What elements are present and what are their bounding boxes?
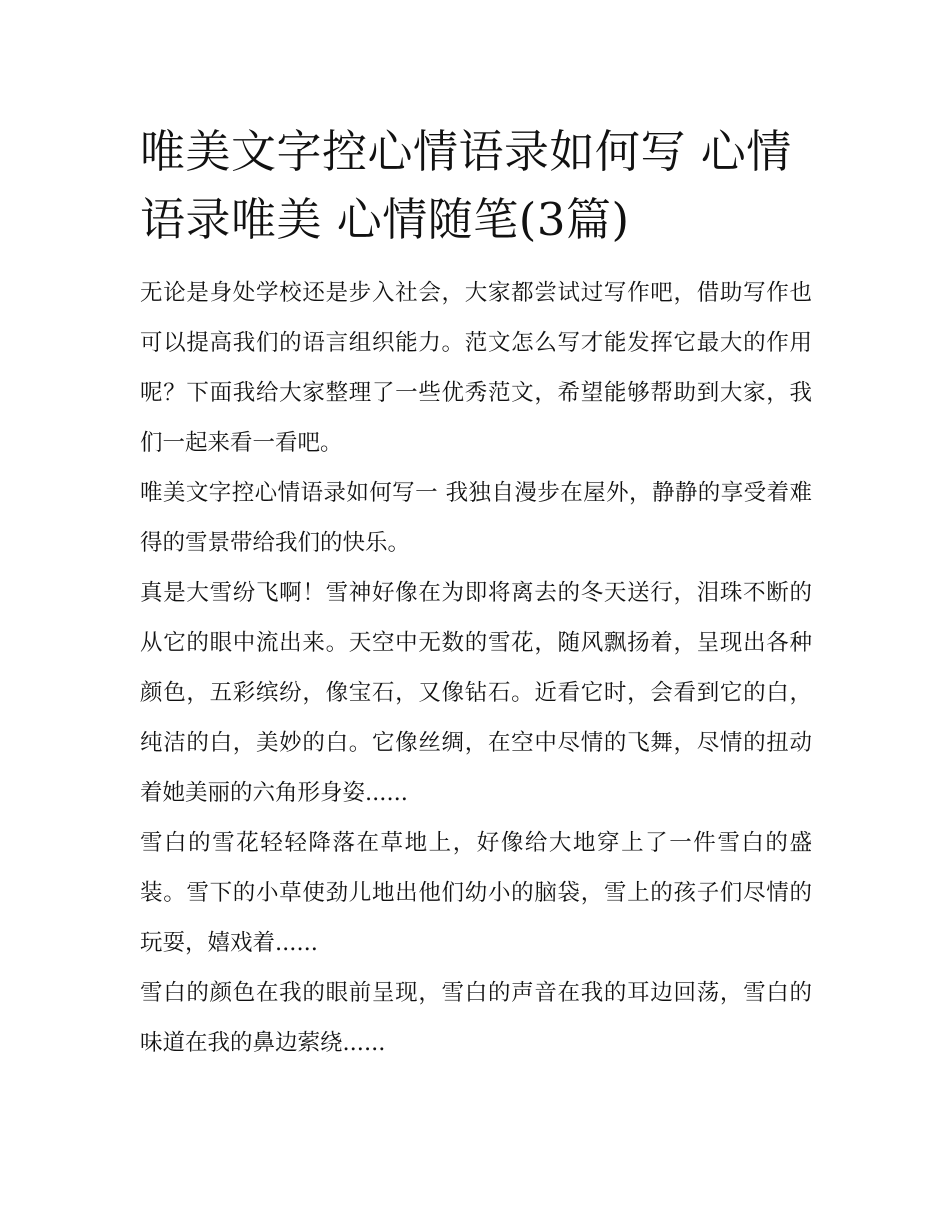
document-page — [140, 118, 812, 1068]
paragraph-snow-senses: 雪白的颜色在我的眼前呈现，雪白的声音在我的耳边回荡，雪白的味道在我的鼻边萦绕...... — [140, 980, 812, 1056]
document-title: 唯美文字控心情语录如何写 心情语录唯美 心情随笔(3篇) — [140, 125, 792, 246]
paragraph-snow-falling: 真是大雪纷飞啊！雪神好像在为即将离去的冬天送行，泪珠不断的从它的眼中流出来。天空中无数的雪花，随风飘扬着，呈现出各种颜色，五彩缤纷，像宝石，又像钻石。近看它时，会看到它的白，纯洁的白，美妙的白。它像丝绸，在空中尽情的飞舞，尽情的扭动着她美丽的六角形身姿...... — [140, 580, 812, 806]
paragraph-intro: 无论是身处学校还是步入社会，大家都尝试过写作吧，借助写作也可以提高我们的语言组织能力。范文怎么写才能发挥它最大的作用呢？下面我给大家整理了一些优秀范文，希望能够帮助到大家，我们一起来看一看吧。 — [140, 280, 812, 456]
paragraph-snow-on-grass: 雪白的雪花轻轻降落在草地上，好像给大地穿上了一件雪白的盛装。雪下的小草使劲儿地出他们幼小的脑袋，雪上的孩子们尽情的玩耍，嬉戏着...... — [140, 830, 812, 956]
paragraph-essay-opening: 唯美文字控心情语录如何写一 我独自漫步在屋外，静静的享受着难得的雪景带给我们的快乐。 — [140, 480, 812, 556]
